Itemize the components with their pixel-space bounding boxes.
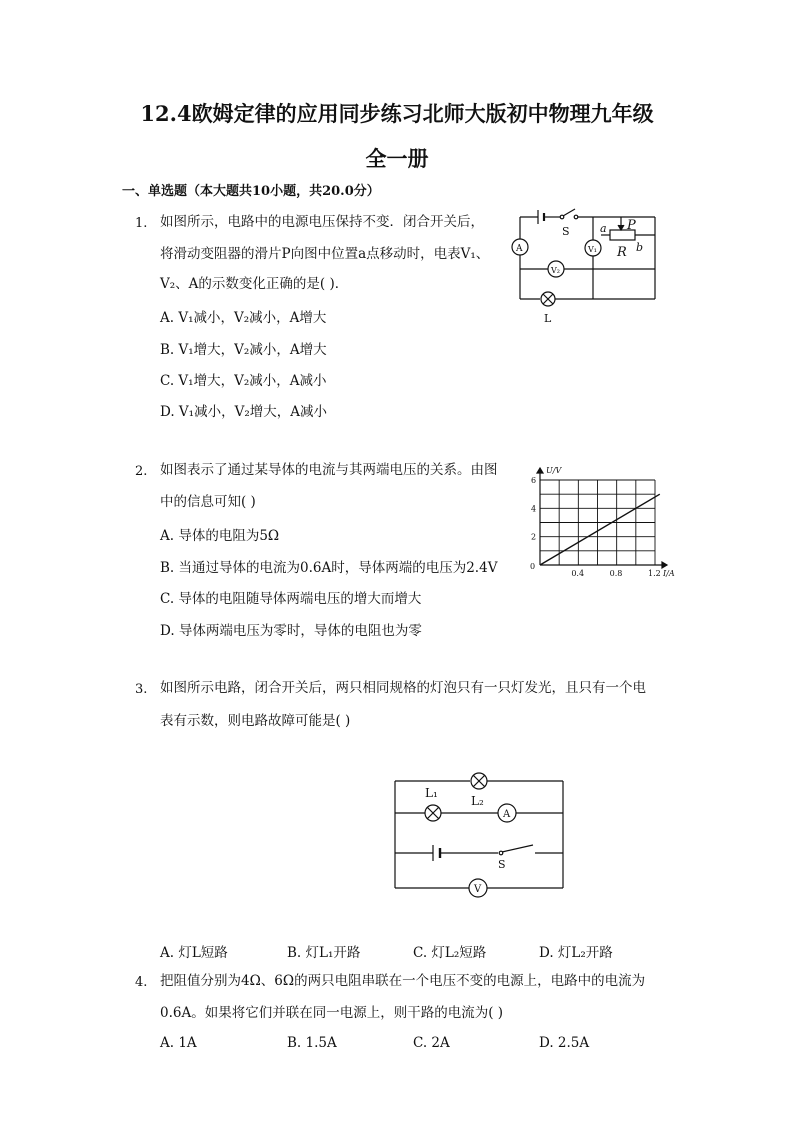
rheostat-label: R [617, 245, 627, 260]
question-line: 如图所示，电路中的电源电压保持不变．闭合开关后， [160, 214, 484, 230]
question-number: 1. [135, 216, 148, 231]
l1-label: L₁ [425, 786, 438, 800]
question-line: 表有示数，则电路故障可能是( ) [160, 713, 351, 729]
question-line: V₂、A的示数变化正确的是( )． [160, 276, 349, 292]
option-a[interactable]: A. 导体的电阻为5Ω [160, 528, 280, 544]
option-d[interactable]: D. V₁减小，V₂增大，A减小 [160, 404, 327, 420]
switch-label: S [562, 225, 570, 238]
circuit-diagram-3 [385, 765, 590, 900]
switch-label: S [498, 858, 506, 871]
section-header: 一、单选题（本大题共10小题，共20.0分） [122, 184, 380, 199]
option-b[interactable]: B. 灯L₁开路 [287, 945, 361, 961]
x-tick-label: 0.8 [609, 569, 623, 578]
question-number: 4. [135, 975, 148, 990]
question-number: 2. [135, 464, 148, 479]
question-line: 中的信息可知( ) [160, 494, 256, 510]
y-axis-label: U/V [546, 466, 562, 475]
page-title: 12.4欧姆定律的应用同步练习北师大版初中物理九年级 [140, 101, 654, 126]
x-axis-arrow [662, 562, 667, 568]
question-line: 0.6A。如果将它们并联在同一电源上，则干路的电流为( ) [160, 1005, 504, 1021]
page-title-line2: 全一册 [365, 146, 429, 171]
y-tick-label: 6 [531, 476, 537, 485]
option-d[interactable]: D. 灯L₂开路 [539, 945, 613, 961]
y-axis-arrow [537, 468, 543, 473]
option-c[interactable]: C. 导体的电阻随导体两端电压的增大而增大 [160, 591, 422, 607]
option-d[interactable]: D. 2.5A [539, 1035, 590, 1051]
question-number: 3. [135, 682, 148, 697]
ammeter-label: A [503, 809, 511, 820]
question-line: 把阻值分别为4Ω、6Ω的两只电阻串联在一个电压不变的电源上，电路中的电流为 [160, 973, 646, 989]
x-tick-label: 0.4 [571, 569, 585, 578]
option-c[interactable]: C. V₁增大，V₂减小，A减小 [160, 373, 327, 389]
option-b[interactable]: B. 当通过导体的电流为0.6A时，导体两端的电压为2.4V [160, 560, 498, 576]
ammeter-label: A [516, 244, 523, 254]
option-c[interactable]: C. 灯L₂短路 [413, 945, 487, 961]
option-b[interactable]: B. 1.5A [287, 1035, 337, 1051]
v1-label: V₁ [588, 245, 597, 254]
x-axis-label: I/A [663, 569, 675, 578]
option-d[interactable]: D. 导体两端电压为零时，导体的电阻也为零 [160, 623, 422, 639]
slider-label: P [627, 218, 636, 233]
l2-label: L₂ [471, 794, 484, 808]
option-a[interactable]: A. 灯L短路 [160, 945, 228, 961]
option-a[interactable]: A. V₁减小，V₂减小，A增大 [160, 310, 327, 326]
question-line: 将滑动变阻器的滑片P向图中位置a点移动时，电表V₁、 [160, 246, 490, 262]
y-tick-label: 2 [531, 532, 537, 542]
question-line: 如图所示电路，闭合开关后，两只相同规格的灯泡只有一只灯发光，且只有一个电 [160, 680, 646, 696]
y-tick-label: 4 [531, 504, 537, 514]
voltmeter-label: V [474, 884, 482, 895]
v2-label: V₂ [551, 266, 560, 275]
x-tick-label: 1.2 [648, 569, 661, 578]
option-a[interactable]: A. 1A [160, 1035, 197, 1051]
origin-label: 0 [530, 562, 536, 571]
option-b[interactable]: B. V₁增大，V₂减小，A增大 [160, 342, 327, 358]
series-line [540, 494, 660, 565]
lamp-label: L [544, 312, 552, 325]
point-a-label: a [600, 222, 607, 235]
question-line: 如图表示了通过某导体的电流与其两端电压的关系。由图 [160, 462, 498, 478]
point-b-label: b [636, 241, 644, 254]
u-i-graph [520, 450, 675, 580]
option-c[interactable]: C. 2A [413, 1035, 450, 1051]
circuit-diagram-1 [505, 205, 665, 325]
